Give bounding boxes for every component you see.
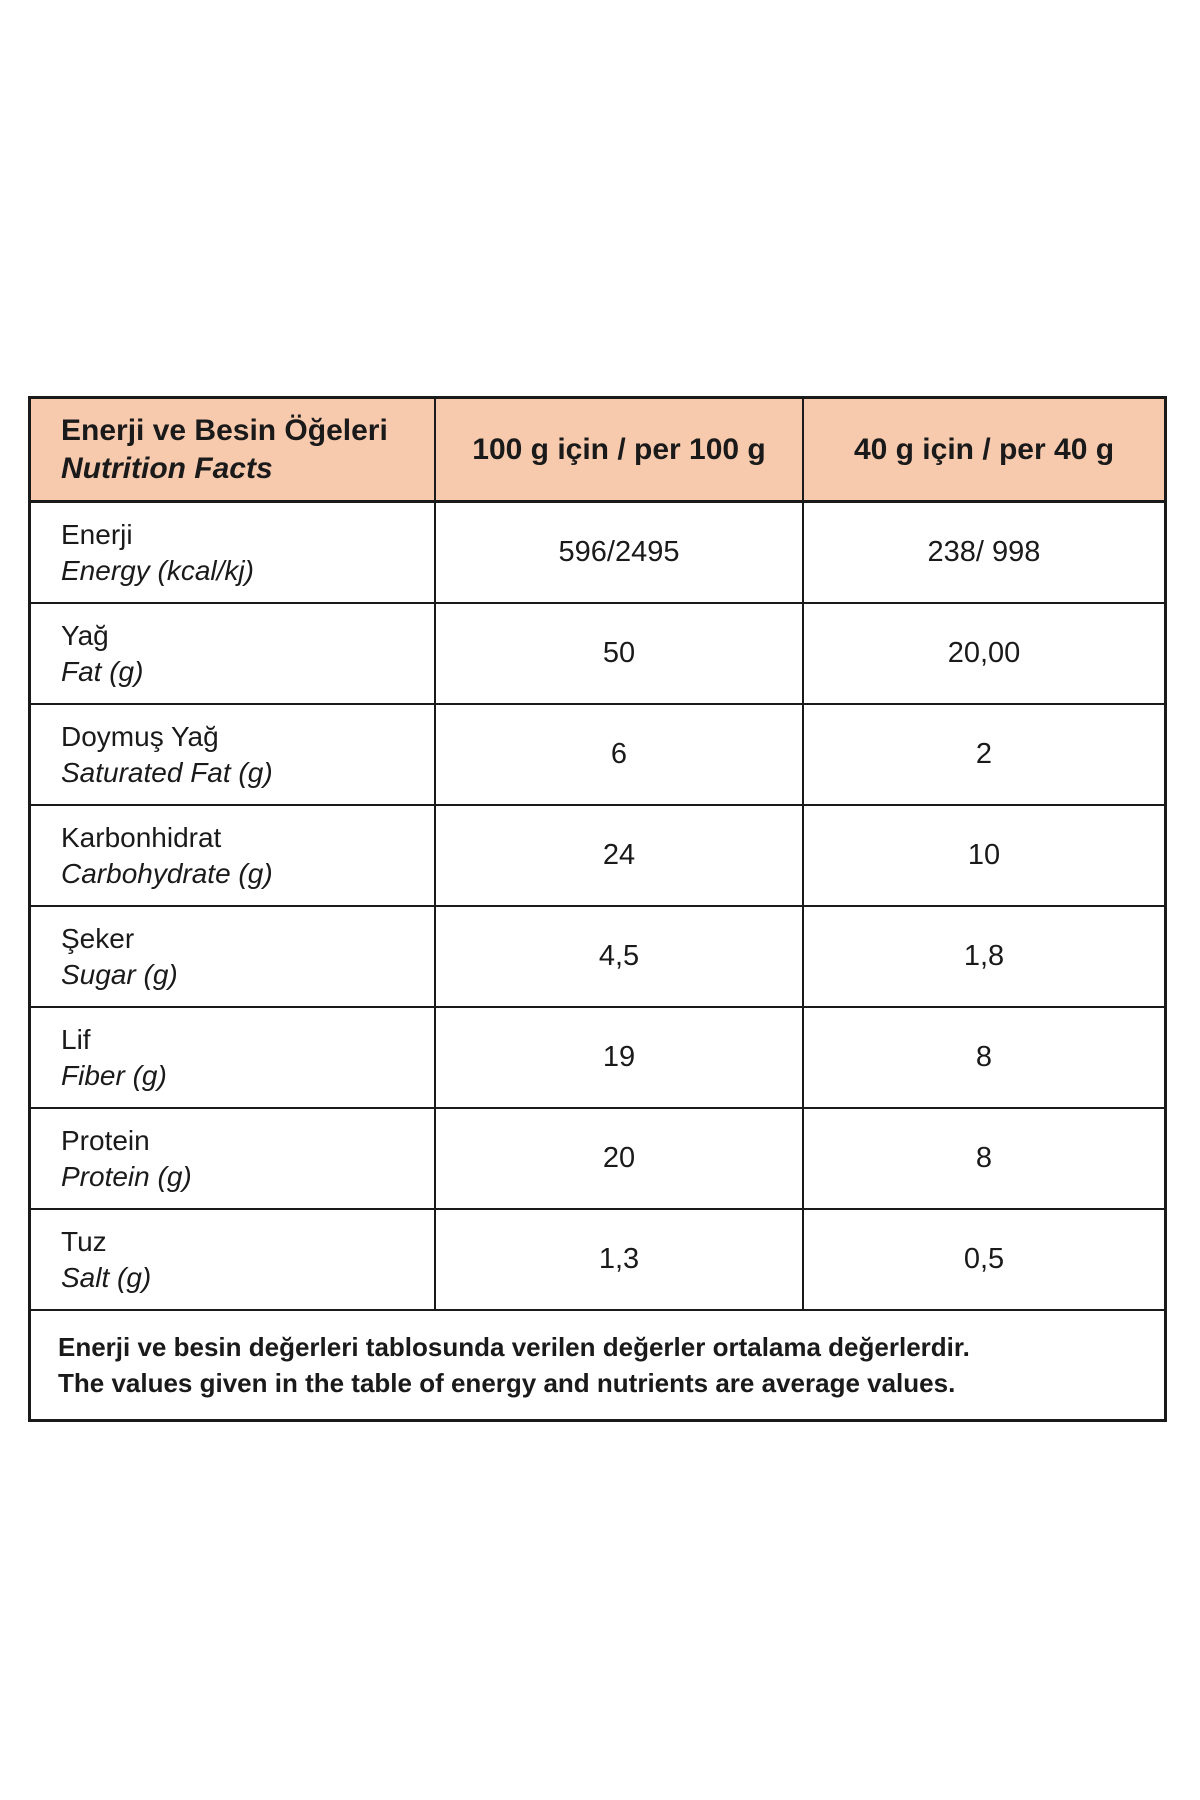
header-per-100g: 100 g için / per 100 g [436, 399, 804, 500]
nutrient-name-en: Sugar (g) [61, 958, 178, 990]
header-label-en: Nutrition Facts [61, 451, 273, 485]
header-per-40g: 40 g için / per 40 g [853, 432, 1115, 466]
nutrient-name-en: Saturated Fat (g) [61, 756, 273, 788]
footer-note-en: The values given in the table of energy and nutrients are average values. [58, 1368, 956, 1398]
nutrient-name-en: Fat (g) [61, 655, 144, 687]
table-row [31, 1109, 1164, 1210]
nutrient-name-en: Fiber (g) [61, 1059, 167, 1091]
value-per-100g: 4,5 [436, 907, 804, 1006]
value-per-100g: 50 [436, 604, 804, 703]
value-per-40g: 238/ 998 [927, 536, 1041, 568]
nutrient-label [31, 604, 436, 703]
value-per-40g: 8 [975, 1041, 993, 1073]
nutrient-name-tr: Lif [61, 1023, 91, 1055]
nutrient-name-tr: Şeker [61, 922, 135, 954]
table-row [31, 503, 1164, 604]
table-row [31, 907, 1164, 1008]
nutrient-label [31, 503, 436, 602]
table-row [31, 705, 1164, 806]
nutrient-label [31, 1008, 436, 1107]
value-per-40g: 2 [975, 738, 993, 770]
footer-note-tr: Enerji ve besin değerleri tablosunda verilen değerler ortalama değerlerdir. [58, 1332, 970, 1362]
nutrient-name-tr: Tuz [61, 1225, 107, 1257]
nutrient-name-tr: Enerji [61, 518, 133, 550]
nutrient-name-tr: Protein [61, 1124, 150, 1156]
value-per-100g: 24 [436, 806, 804, 905]
nutrient-name-en: Salt (g) [61, 1261, 152, 1293]
header-label-tr: Enerji ve Besin Öğeleri [61, 413, 388, 447]
nutrient-name-tr: Karbonhidrat [61, 821, 222, 853]
value-per-40g: 1,8 [963, 940, 1005, 972]
header-label-cell [31, 399, 436, 500]
nutrition-table [28, 396, 1167, 1422]
value-per-40g: 0,5 [963, 1243, 1005, 1275]
nutrient-name-en: Carbohydrate (g) [61, 857, 273, 889]
value-per-100g: 596/2495 [436, 503, 804, 602]
nutrient-label [31, 907, 436, 1006]
value-per-100g: 19 [436, 1008, 804, 1107]
nutrient-label [31, 806, 436, 905]
table-row [31, 1210, 1164, 1311]
value-per-40g: 10 [967, 839, 1001, 871]
value-per-40g: 8 [975, 1142, 993, 1174]
nutrient-label [31, 1109, 436, 1208]
table-header-row [31, 399, 1164, 503]
table-row [31, 1008, 1164, 1109]
value-per-100g: 1,3 [436, 1210, 804, 1309]
nutrient-name-en: Protein (g) [61, 1160, 192, 1192]
table-row [31, 806, 1164, 907]
nutrient-name-tr: Yağ [61, 619, 109, 651]
nutrient-label [31, 1210, 436, 1309]
nutrient-name-en: Energy (kcal/kj) [61, 554, 254, 586]
table-footer-note [31, 1311, 1164, 1419]
nutrient-label [31, 705, 436, 804]
value-per-100g: 6 [436, 705, 804, 804]
value-per-100g: 20 [436, 1109, 804, 1208]
value-per-40g: 20,00 [947, 637, 1021, 669]
nutrient-name-tr: Doymuş Yağ [61, 720, 219, 752]
table-row [31, 604, 1164, 705]
